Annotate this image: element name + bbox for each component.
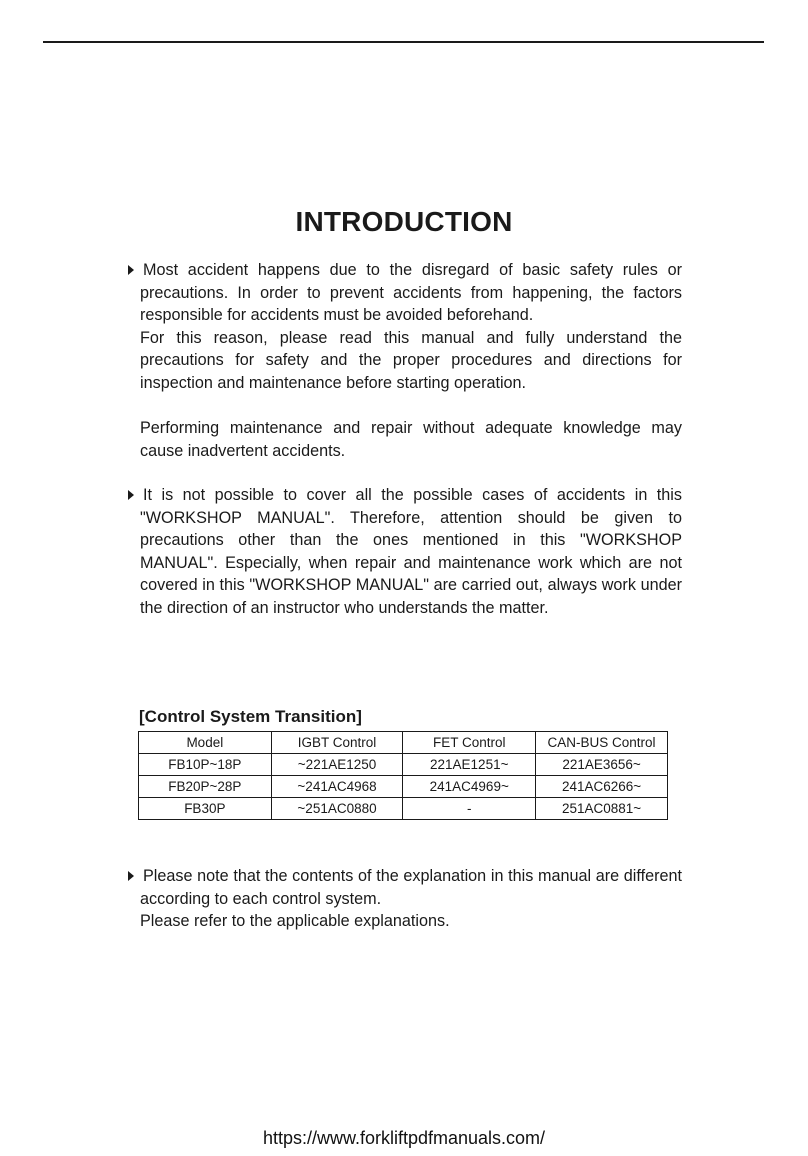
- intro-section-scope: [140, 484, 682, 620]
- header-model: Model: [139, 732, 272, 754]
- header-igbt-control: IGBT Control: [271, 732, 403, 754]
- bullet-arrow-icon: [128, 265, 134, 275]
- table-cell: FB20P~28P: [139, 776, 272, 798]
- table-cell: 251AC0881~: [536, 798, 668, 820]
- table-cell: 241AC6266~: [536, 776, 668, 798]
- safety-paragraph-3: Performing maintenance and repair without adequate knowledge may cause inadvertent accidents.: [140, 419, 682, 460]
- top-rule: [43, 41, 764, 43]
- table-row: [139, 776, 668, 798]
- bullet-arrow-icon: [128, 871, 134, 881]
- control-system-table: [138, 731, 668, 820]
- intro-section-control-note: [140, 865, 682, 933]
- table-row: [139, 754, 668, 776]
- header-can-bus-control: CAN-BUS Control: [536, 732, 668, 754]
- scope-paragraph: It is not possible to cover all the possible cases of accidents in this "WORKSHOP MANUAL". Therefore, attention should be given to precautions other than the ones mentioned in this "WORKSHOP MANUAL". Especially, when repair and maintenance work which are not covered in this "WORKSHOP MANUAL" are carried out, always work under the direction of an instructor who understands the matter.: [140, 486, 682, 617]
- table-cell: 221AE3656~: [536, 754, 668, 776]
- control-table-title: [Control System Transition]: [139, 707, 362, 726]
- table-cell: 241AC4969~: [403, 776, 536, 798]
- control-note-paragraph-1: Please note that the contents of the explanation in this manual are different according to each control system.: [140, 867, 682, 908]
- table-cell: ~241AC4968: [271, 776, 403, 798]
- intro-section-safety: [140, 259, 682, 462]
- control-note-paragraph-2: Please refer to the applicable explanations.: [140, 912, 450, 931]
- table-row: [139, 798, 668, 820]
- safety-paragraph-2: For this reason, please read this manual and fully understand the precautions for safety and the proper procedures and directions for inspection and maintenance before starting operation.: [140, 328, 682, 392]
- table-cell: -: [403, 798, 536, 820]
- table-cell: 221AE1251~: [403, 754, 536, 776]
- bullet-arrow-icon: [128, 490, 134, 500]
- header-fet-control: FET Control: [403, 732, 536, 754]
- table-cell: ~221AE1250: [271, 754, 403, 776]
- table-cell: ~251AC0880: [271, 798, 403, 820]
- table-cell: FB10P~18P: [139, 754, 272, 776]
- table-cell: FB30P: [139, 798, 272, 820]
- footer-url-link[interactable]: https://www.forkliftpdfmanuals.com/: [262, 1128, 546, 1148]
- safety-paragraph-1: Most accident happens due to the disregard of basic safety rules or precautions. In order to prevent accidents from happening, the factors responsible for accidents must be avoided beforehand.: [140, 261, 682, 325]
- table-header-row: [139, 732, 668, 754]
- page-title: INTRODUCTION: [295, 206, 513, 237]
